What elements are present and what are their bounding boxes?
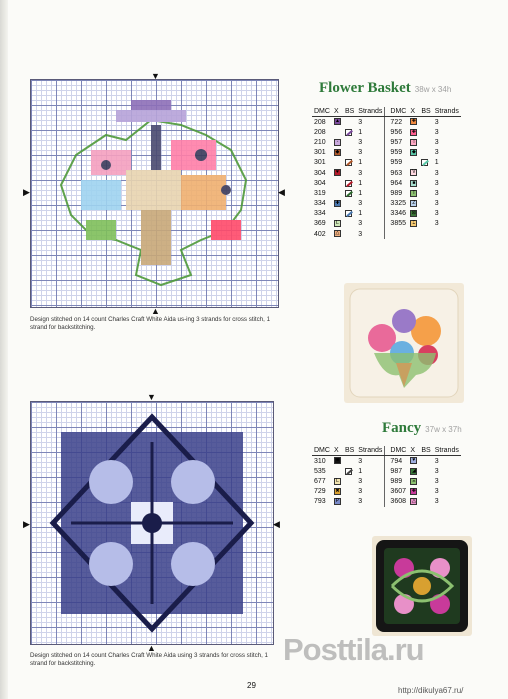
- dmc-number: 208: [314, 118, 326, 126]
- symbol-swatch-icon: V: [412, 169, 416, 176]
- strand-count: 3: [358, 488, 363, 496]
- backstitch-line-icon: [345, 190, 352, 197]
- backstitch-indicator: [343, 476, 356, 486]
- stitch-symbol: [332, 209, 343, 219]
- stitch-symbol: [408, 487, 419, 497]
- strand-count: 3: [434, 169, 439, 177]
- dmc-number: 957: [385, 137, 408, 147]
- symbol-swatch-icon: ◆: [335, 148, 340, 155]
- key-row: [312, 219, 461, 229]
- backstitch-indicator: [419, 158, 432, 168]
- dmc-number: 794: [385, 456, 408, 467]
- key-row: [312, 158, 461, 168]
- dmc-number: 677: [314, 477, 326, 485]
- watermark-url: http://dikulya67.ru/: [398, 686, 464, 695]
- symbol-swatch-icon: ◢: [411, 467, 416, 474]
- dmc-number: 3608: [385, 497, 408, 507]
- page-number: 29: [247, 681, 256, 690]
- stitch-symbol: [408, 158, 419, 168]
- backstitch-indicator: [343, 137, 356, 147]
- key-column-header: DMC: [385, 107, 408, 117]
- backstitch-indicator: [419, 117, 432, 128]
- dmc-number: 3346: [385, 209, 408, 219]
- fancy-title: Fancy: [382, 420, 422, 436]
- symbol-swatch-icon: ⊠: [411, 210, 416, 217]
- flower-basket-title: Flower Basket: [319, 80, 411, 96]
- strand-count: 3: [358, 230, 363, 238]
- key-column-header: BS: [344, 447, 355, 454]
- key-row: [312, 229, 461, 239]
- backstitch-indicator: [419, 199, 432, 209]
- dmc-number: 722: [385, 117, 408, 128]
- strand-count: 1: [358, 128, 363, 136]
- strand-count: 3: [434, 128, 439, 136]
- chart-center-arrow-top: ▼: [151, 71, 160, 81]
- strand-count: 3: [358, 220, 363, 228]
- dmc-number: 793: [314, 498, 326, 506]
- key-column-header: BS: [421, 108, 431, 115]
- page-binding-shadow: [0, 0, 8, 699]
- backstitch-indicator: [419, 466, 432, 476]
- strand-count: 3: [358, 138, 363, 146]
- backstitch-line-icon: [345, 129, 352, 136]
- strand-count: 1: [358, 179, 363, 187]
- dmc-number: 3607: [385, 487, 408, 497]
- dmc-number: 989: [385, 188, 408, 198]
- key-column-header: Strands: [356, 107, 385, 117]
- backstitch-indicator: [343, 487, 356, 497]
- key-column-header: Strands: [434, 108, 459, 115]
- dmc-number: 959: [385, 158, 408, 168]
- stitch-symbol: [408, 117, 419, 128]
- stitch-symbol: [332, 127, 343, 137]
- symbol-swatch-icon: Z: [412, 199, 416, 206]
- dmc-number: 989: [385, 476, 408, 486]
- key-row: [312, 476, 461, 486]
- strand-count: 3: [434, 498, 439, 506]
- dmc-number: 535: [314, 467, 326, 475]
- symbol-swatch-icon: ◆: [411, 148, 416, 155]
- flower-basket-caption: Design stitched on 14 count Charles Craft White Aida us-ing 3 strands for cross stitch, 1 strand for backstitching.: [30, 316, 271, 331]
- symbol-swatch-icon: △: [335, 230, 340, 237]
- backstitch-indicator: [419, 219, 432, 229]
- key-column-header: X: [332, 446, 343, 456]
- stitch-symbol: [408, 199, 419, 209]
- dmc-number: 964: [385, 178, 408, 188]
- chart-center-arrow-right: ◀: [278, 187, 285, 197]
- fancy-heading: [382, 419, 462, 437]
- strand-count: 1: [434, 159, 439, 167]
- symbol-swatch-icon: ✖: [335, 487, 340, 494]
- key-row: [312, 127, 461, 137]
- strand-count: 1: [358, 189, 363, 197]
- color-key-table: [312, 446, 461, 507]
- key-row: [312, 188, 461, 198]
- key-row: [312, 117, 461, 128]
- strand-count: 3: [434, 477, 439, 485]
- stitch-symbol: [332, 456, 343, 467]
- symbol-swatch-icon: ▲: [334, 118, 340, 125]
- strand-count: 1: [358, 210, 363, 218]
- symbol-swatch-icon: L: [334, 478, 341, 485]
- dmc-number: 310: [314, 457, 326, 465]
- symbol-swatch-icon: ✚: [411, 128, 416, 135]
- stitch-symbol: [332, 188, 343, 198]
- stitch-symbol: [332, 466, 343, 476]
- backstitch-indicator: [419, 456, 432, 467]
- symbol-swatch-icon: ○: [412, 138, 416, 145]
- strand-count: 3: [434, 210, 439, 218]
- symbol-swatch-icon: ✚: [411, 118, 416, 125]
- fancy-dimensions: 37w x 37h: [425, 425, 462, 434]
- key-row: [312, 137, 461, 147]
- dmc-number: 304: [314, 179, 326, 187]
- backstitch-line-icon: [345, 159, 352, 166]
- symbol-swatch-icon: L: [334, 220, 341, 227]
- backstitch-line-icon: [345, 180, 352, 187]
- backstitch-indicator: [343, 466, 356, 476]
- chart-center-arrow-left: ▶: [23, 519, 30, 529]
- backstitch-indicator: [343, 158, 356, 168]
- key-column-header: X: [332, 107, 343, 117]
- chart-center-arrow-bottom: ▲: [151, 306, 160, 316]
- chart-center-arrow-left: ▶: [23, 187, 30, 197]
- backstitch-line-icon: [345, 468, 352, 475]
- strand-count: 3: [434, 200, 439, 208]
- key-row: [312, 456, 461, 467]
- stitch-symbol: [332, 117, 343, 128]
- backstitch-indicator: [419, 209, 432, 219]
- stitch-symbol: [332, 168, 343, 178]
- key-column-header: BS: [344, 108, 355, 115]
- key-column-header: X: [408, 446, 419, 456]
- backstitch-indicator: [343, 209, 356, 219]
- strand-count: 3: [358, 457, 363, 465]
- backstitch-indicator: [343, 497, 356, 507]
- dmc-number: 319: [314, 189, 326, 197]
- strand-count: 3: [358, 200, 363, 208]
- stitch-symbol: [332, 497, 343, 507]
- key-column-header: BS: [421, 447, 431, 454]
- pillow-image: [372, 536, 472, 636]
- key-row: [312, 466, 461, 476]
- dmc-number: 208: [314, 128, 326, 136]
- backstitch-line-icon: [345, 210, 352, 217]
- chart-center-arrow-right: ◀: [273, 519, 280, 529]
- backstitch-indicator: [419, 168, 432, 178]
- dmc-number: 3855: [385, 219, 408, 229]
- backstitch-indicator: [343, 188, 356, 198]
- backstitch-indicator: [419, 148, 432, 158]
- stitch-symbol: [408, 188, 419, 198]
- backstitch-indicator: [419, 487, 432, 497]
- backstitch-indicator: [343, 178, 356, 188]
- symbol-swatch-icon: ⌶: [412, 220, 416, 227]
- backstitch-indicator: [343, 219, 356, 229]
- strand-count: 3: [358, 477, 363, 485]
- watermark-logo: Posttila.ru: [283, 632, 424, 667]
- backstitch-indicator: [419, 127, 432, 137]
- stitch-symbol: [408, 476, 419, 486]
- dmc-number: 304: [314, 169, 326, 177]
- symbol-swatch-icon: P: [335, 498, 340, 505]
- backstitch-indicator: [419, 188, 432, 198]
- key-row: [312, 178, 461, 188]
- stitch-symbol: [408, 209, 419, 219]
- backstitch-indicator: [419, 497, 432, 507]
- key-column-header: DMC: [385, 446, 408, 456]
- stitch-symbol: [332, 229, 343, 239]
- strand-count: 3: [358, 169, 363, 177]
- strand-count: 3: [358, 118, 363, 126]
- stitch-symbol: [332, 137, 343, 147]
- stitch-symbol: [408, 497, 419, 507]
- dmc-number: 3325: [385, 199, 408, 209]
- backstitch-indicator: [343, 168, 356, 178]
- dmc-number: 334: [314, 200, 326, 208]
- symbol-swatch-icon: △: [411, 498, 416, 505]
- stitch-symbol: [332, 148, 343, 158]
- dmc-number: 301: [314, 159, 326, 167]
- key-row: [312, 497, 461, 507]
- symbol-swatch-icon: ■: [412, 179, 416, 186]
- backstitch-indicator: [343, 127, 356, 137]
- key-column-header: DMC: [314, 108, 330, 115]
- dmc-number: 959: [385, 148, 408, 158]
- stitch-symbol: [332, 476, 343, 486]
- key-column-header: Strands: [434, 447, 459, 454]
- dmc-number: 369: [314, 220, 326, 228]
- dmc-number: 963: [385, 168, 408, 178]
- strand-count: 3: [434, 149, 439, 157]
- flower-basket-motif: [31, 80, 278, 307]
- strand-count: 3: [434, 220, 439, 228]
- fancy-pillow-photo: [372, 536, 472, 636]
- chart-center-arrow-bottom: ▲: [147, 643, 156, 653]
- stitch-symbol: [332, 158, 343, 168]
- backstitch-indicator: [343, 199, 356, 209]
- symbol-swatch-icon: Ξ: [412, 477, 416, 484]
- dmc-number: 210: [314, 138, 326, 146]
- backstitch-indicator: [343, 229, 356, 239]
- color-key-table: [312, 107, 461, 239]
- strand-count: 3: [434, 179, 439, 187]
- flower-basket-dimensions: 38w x 34h: [414, 85, 452, 94]
- key-column-header: Strands: [356, 446, 385, 456]
- stitch-symbol: [408, 127, 419, 137]
- backstitch-indicator: [419, 476, 432, 486]
- dmc-number: 729: [314, 488, 326, 496]
- pillow-image: [344, 283, 464, 403]
- stitch-symbol: [332, 199, 343, 209]
- backstitch-line-icon: [421, 159, 428, 166]
- key-row: [312, 148, 461, 158]
- fancy-caption: Design stitched on 14 count Charles Craft White Aida using 3 strands for cross stitch, 1 strand for backstitching.: [30, 652, 268, 667]
- symbol-swatch-icon: ✚: [335, 199, 340, 206]
- dmc-number: 956: [385, 127, 408, 137]
- fancy-motif: [31, 402, 273, 644]
- backstitch-indicator: [419, 137, 432, 147]
- flower-basket-chart: [30, 79, 279, 308]
- stitch-symbol: [408, 148, 419, 158]
- backstitch-indicator: [343, 456, 356, 467]
- stitch-symbol: [332, 487, 343, 497]
- key-row: [312, 168, 461, 178]
- strand-count: 3: [434, 457, 439, 465]
- stitch-symbol: [408, 466, 419, 476]
- key-row: [312, 209, 461, 219]
- stitch-symbol: [408, 178, 419, 188]
- strand-count: 1: [358, 467, 363, 475]
- backstitch-indicator: [419, 178, 432, 188]
- symbol-swatch-icon: ◦: [334, 139, 341, 146]
- key-row: [312, 199, 461, 209]
- stitch-symbol: [408, 137, 419, 147]
- key-column-header: X: [408, 107, 419, 117]
- backstitch-indicator: [343, 148, 356, 158]
- stitch-symbol: [408, 456, 419, 467]
- stitch-symbol: [408, 168, 419, 178]
- dmc-number: 987: [385, 466, 408, 476]
- stitch-symbol: [332, 178, 343, 188]
- fancy-chart: [30, 401, 274, 645]
- key-column-header: DMC: [314, 447, 330, 454]
- symbol-swatch-icon: ♥: [334, 169, 341, 176]
- strand-count: 3: [434, 488, 439, 496]
- symbol-swatch-icon: ✚: [411, 487, 416, 494]
- dmc-number: 334: [314, 210, 326, 218]
- backstitch-indicator: [343, 117, 356, 128]
- symbol-swatch-icon: ■: [335, 457, 339, 464]
- stitch-symbol: [332, 219, 343, 229]
- flower-basket-heading: [319, 79, 451, 97]
- dmc-number: 301: [314, 149, 326, 157]
- strand-count: 3: [434, 118, 439, 126]
- strand-count: 3: [434, 189, 439, 197]
- strand-count: 1: [358, 159, 363, 167]
- strand-count: 3: [434, 138, 439, 146]
- chart-center-arrow-top: ▼: [147, 392, 156, 402]
- symbol-swatch-icon: ♥: [410, 457, 417, 464]
- strand-count: 3: [358, 498, 363, 506]
- key-row: [312, 487, 461, 497]
- flower-basket-pillow-photo: [344, 283, 464, 403]
- dmc-number: 402: [314, 230, 326, 238]
- strand-count: 3: [434, 467, 439, 475]
- strand-count: 3: [358, 149, 363, 157]
- stitch-symbol: [408, 219, 419, 229]
- symbol-swatch-icon: T: [412, 189, 416, 196]
